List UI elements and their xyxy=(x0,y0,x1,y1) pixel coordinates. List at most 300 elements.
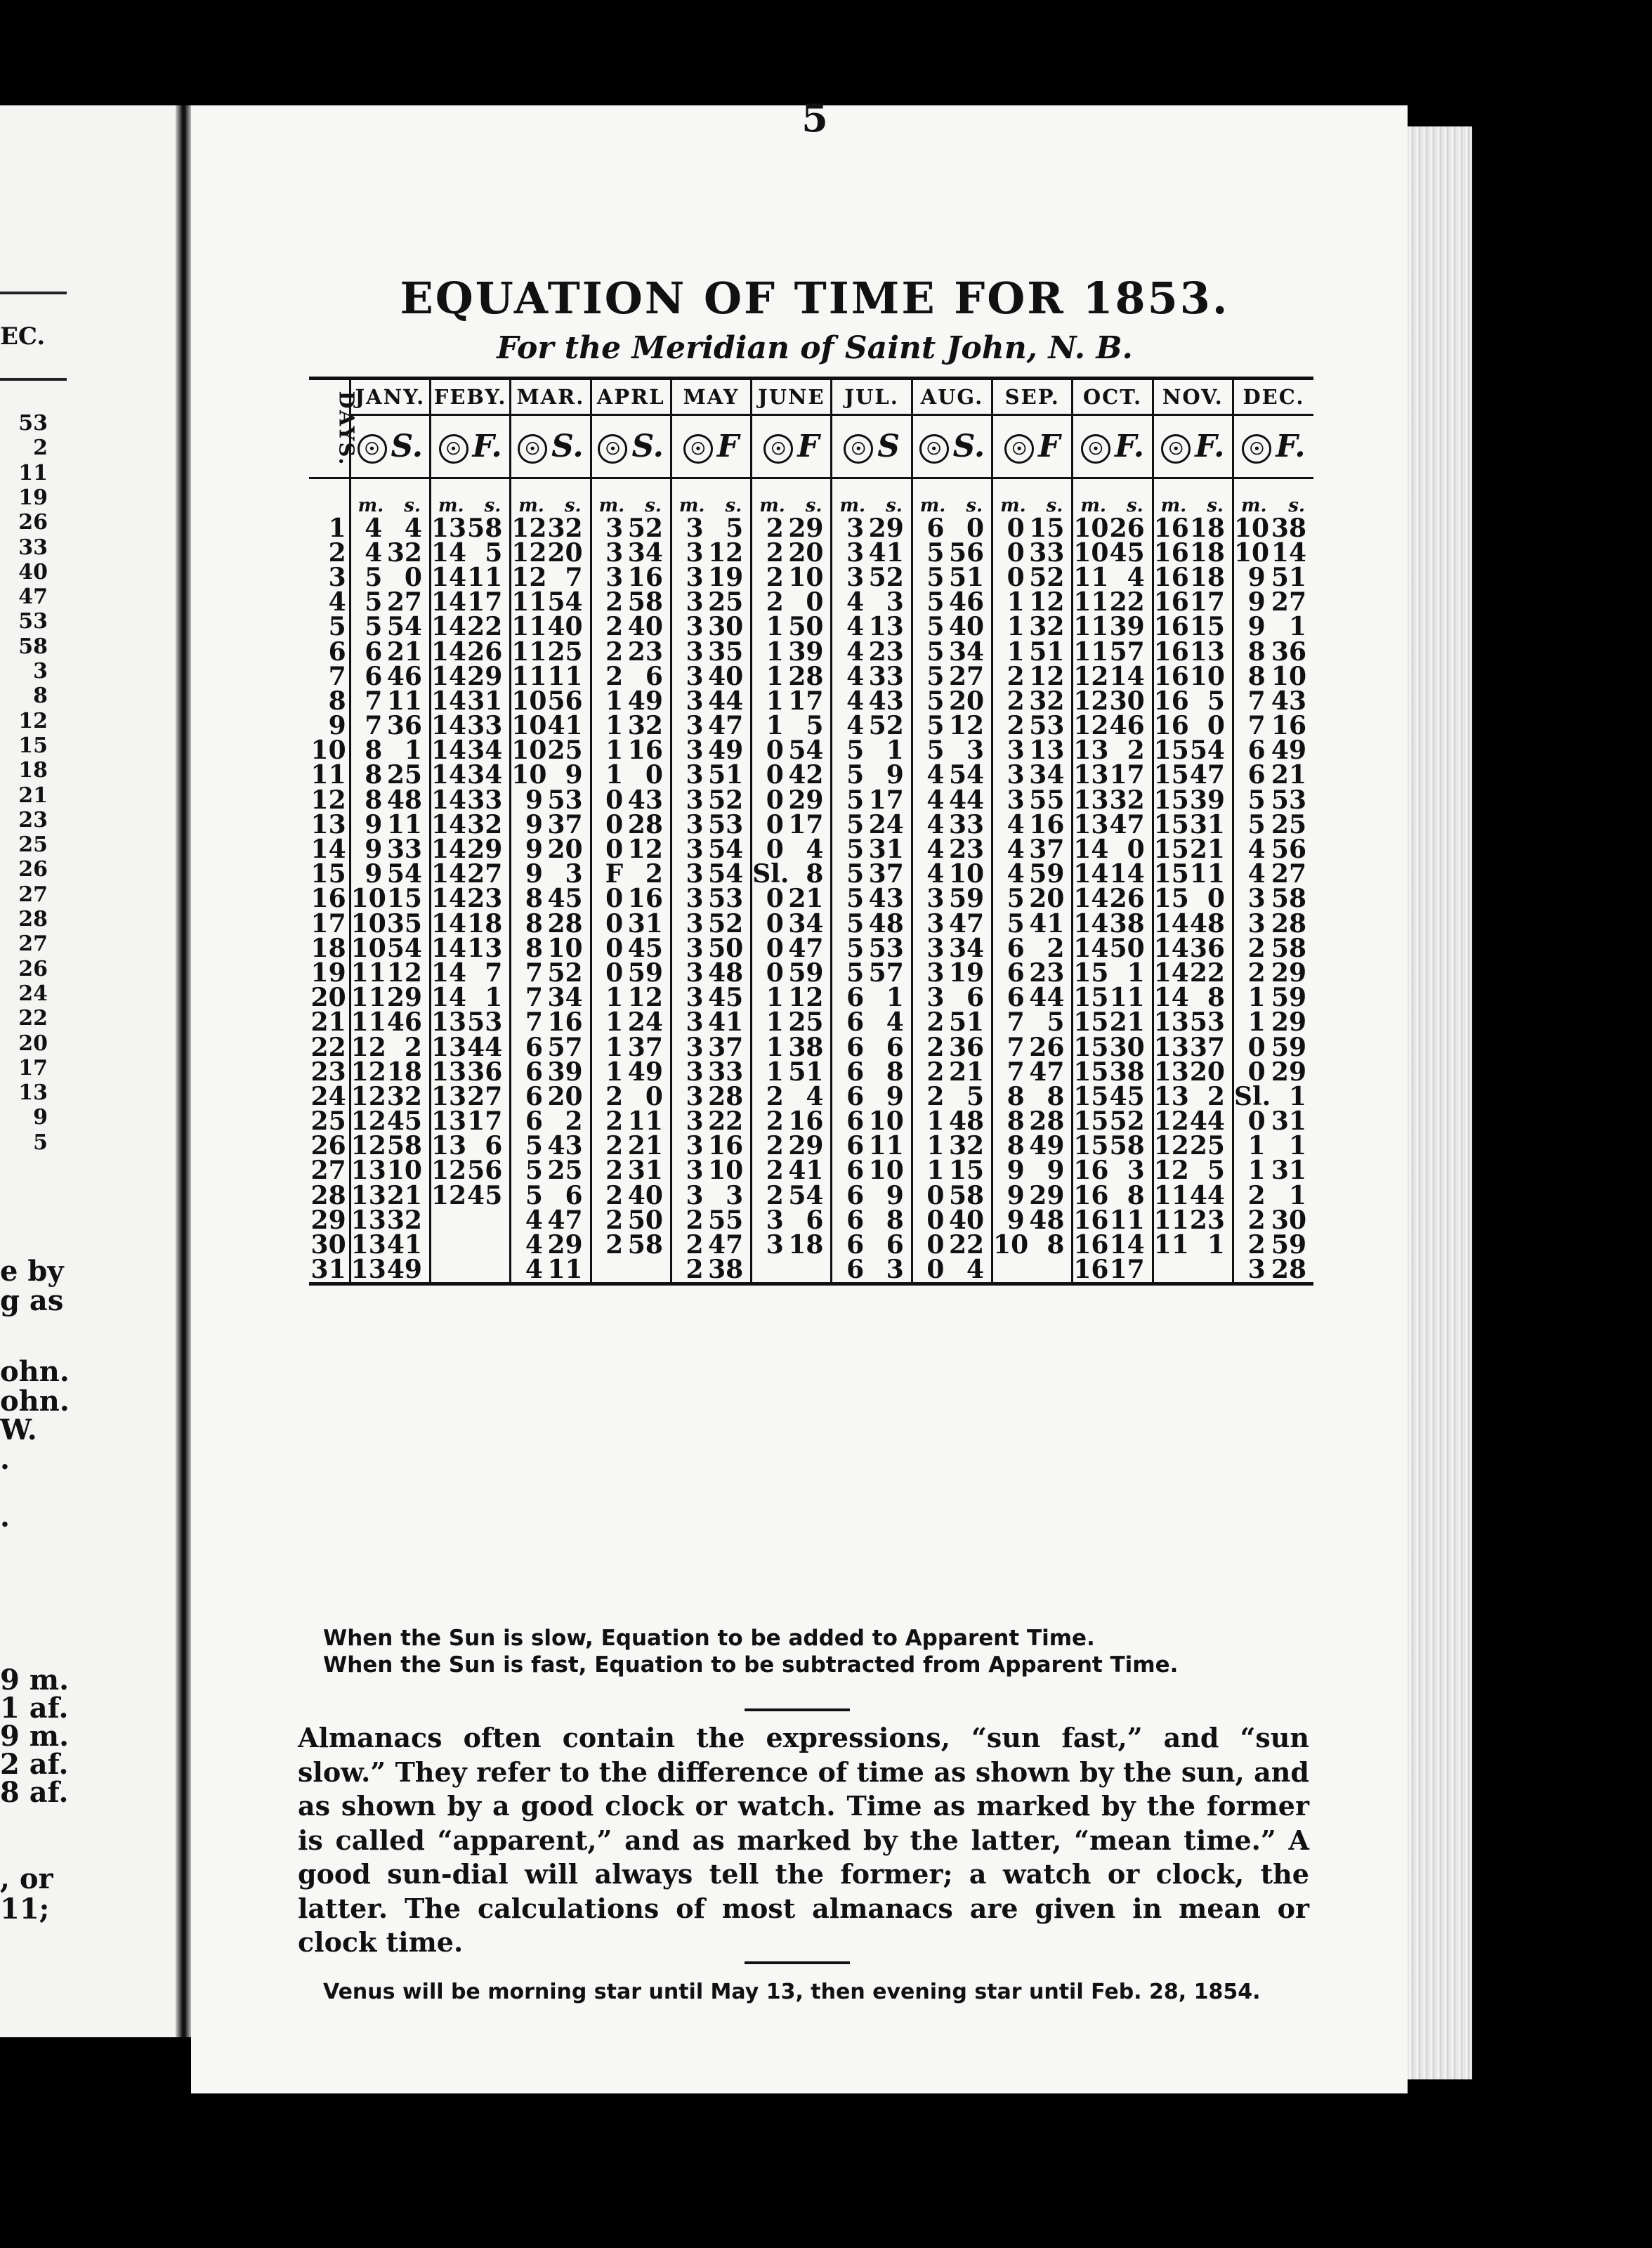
seconds-cell: 1 xyxy=(1127,958,1145,988)
seconds-cell: 28 xyxy=(1029,1106,1065,1137)
day-number: 1 xyxy=(328,513,346,543)
minutes-cell: 10 xyxy=(511,760,547,790)
minutes-cell: 2 xyxy=(912,1010,948,1035)
minutes-cell: 16 xyxy=(1153,661,1189,691)
seconds-cell: 25 xyxy=(386,760,422,790)
seconds-cell: 25 xyxy=(708,587,744,617)
minutes-cell: 0 xyxy=(591,788,627,813)
seconds-cell: 3 xyxy=(886,587,904,617)
seconds-cell: 52 xyxy=(868,711,904,741)
day-number: 22 xyxy=(310,1032,346,1062)
day-number: 28 xyxy=(310,1180,346,1210)
unit-minutes: m. xyxy=(752,478,788,516)
sun-status-label: S. xyxy=(551,429,584,464)
minutes-cell: 1 xyxy=(591,986,627,1010)
minutes-cell: 16 xyxy=(1073,1156,1109,1186)
seconds-cell: 22 xyxy=(467,612,503,642)
minutes-cell: 4 xyxy=(511,1208,547,1233)
seconds-cell: 8 xyxy=(1127,1180,1145,1210)
minutes-cell: 2 xyxy=(591,1158,627,1183)
unit-seconds: s. xyxy=(868,478,912,516)
minutes-cell: 3 xyxy=(671,862,707,887)
minutes-cell: 14 xyxy=(431,958,467,988)
book-gutter xyxy=(176,105,191,2037)
seconds-cell: 12 xyxy=(708,537,744,568)
minutes-cell: 12 xyxy=(1153,1131,1189,1161)
seconds-cell: 1 xyxy=(1207,1230,1225,1260)
seconds-cell: 56 xyxy=(1271,835,1306,865)
minutes-cell: 9 xyxy=(350,813,386,837)
minutes-cell: 5 xyxy=(832,912,868,936)
table-row xyxy=(309,961,1313,986)
seconds-cell: 2 xyxy=(404,1032,422,1062)
minutes-cell: 16 xyxy=(1153,686,1189,716)
minutes-cell: 6 xyxy=(511,1085,547,1109)
seconds-cell: 31 xyxy=(1271,1106,1306,1137)
minutes-cell: 7 xyxy=(511,1010,547,1035)
seconds-cell: 22 xyxy=(708,1106,744,1137)
seconds-cell xyxy=(467,1233,511,1257)
minutes-cell: 14 xyxy=(1073,835,1109,865)
minutes-cell: 2 xyxy=(591,665,627,689)
seconds-cell: 17 xyxy=(467,587,503,617)
sun-symbol-icon: ☉ xyxy=(598,434,627,464)
seconds-cell: 29 xyxy=(788,785,824,815)
seconds-cell: 21 xyxy=(627,1131,663,1161)
minutes-cell: 7 xyxy=(511,986,547,1010)
seconds-cell: 10 xyxy=(547,933,583,963)
seconds-cell: 21 xyxy=(1189,835,1225,865)
sun-status-label: F. xyxy=(1276,429,1306,464)
minutes-cell: 6 xyxy=(1233,763,1269,788)
seconds-cell: 45 xyxy=(386,1106,422,1137)
left-page-fragment: e by xyxy=(0,1255,64,1288)
seconds-cell: 45 xyxy=(1109,537,1145,568)
minutes-cell: 14 xyxy=(431,537,467,568)
seconds-cell: 11 xyxy=(386,809,422,839)
left-page-fragment: . xyxy=(0,1443,10,1476)
seconds-cell: 46 xyxy=(948,587,985,617)
sun-symbol-icon: ☉ xyxy=(1242,434,1271,464)
seconds-cell: 44 xyxy=(948,785,985,815)
minutes-cell: 15 xyxy=(1073,1081,1109,1111)
seconds-cell: 37 xyxy=(1029,835,1065,865)
left-page-number: 24 xyxy=(18,981,48,1006)
seconds-cell: 16 xyxy=(788,1106,824,1137)
table-row xyxy=(309,1233,1313,1257)
month-header: JANY. xyxy=(350,379,430,415)
minutes-cell: 5 xyxy=(511,1184,547,1208)
table-row xyxy=(309,1158,1313,1183)
minutes-cell: 7 xyxy=(350,714,386,738)
seconds-cell: 47 xyxy=(1029,1057,1065,1087)
left-page-fragment: . xyxy=(0,1501,10,1534)
seconds-cell: 21 xyxy=(788,884,824,914)
seconds-cell: 52 xyxy=(1029,562,1065,592)
minutes-cell: 0 xyxy=(912,1233,948,1257)
minutes-cell: 4 xyxy=(912,788,948,813)
seconds-cell: 16 xyxy=(627,884,663,914)
minutes-cell: 0 xyxy=(1233,1035,1269,1059)
seconds-cell: 34 xyxy=(627,537,663,568)
minutes-cell: 16 xyxy=(1153,711,1189,741)
minutes-cell: 14 xyxy=(431,785,467,815)
seconds-cell: 45 xyxy=(708,983,744,1013)
minutes-cell: 0 xyxy=(752,887,788,911)
minutes-cell: 12 xyxy=(350,1081,386,1111)
seconds-cell: 16 xyxy=(708,1131,744,1161)
seconds-cell: 1 xyxy=(1288,612,1306,642)
minutes-cell: Sl. xyxy=(752,859,789,889)
minutes-cell: 12 xyxy=(350,1131,386,1161)
seconds-cell: 54 xyxy=(948,760,985,790)
minutes-cell: 6 xyxy=(992,986,1029,1010)
minutes-cell: 9 xyxy=(1233,566,1269,590)
minutes-cell: 2 xyxy=(1233,1208,1269,1233)
seconds-cell: 54 xyxy=(708,835,744,865)
minutes-cell: 4 xyxy=(832,639,868,664)
table-row xyxy=(309,1085,1313,1109)
seconds-cell: 36 xyxy=(467,1057,503,1087)
minutes-cell: 10 xyxy=(511,686,547,716)
minutes-cell: 3 xyxy=(671,1010,707,1035)
minutes-cell: 12 xyxy=(1153,1106,1189,1137)
seconds-cell: 34 xyxy=(547,983,583,1013)
minutes-cell: 1 xyxy=(1233,1158,1269,1183)
seconds-cell: 1 xyxy=(404,736,422,766)
seconds-cell: 25 xyxy=(1189,1131,1225,1161)
sun-status-label: F. xyxy=(1114,429,1145,464)
minutes-cell: 13 xyxy=(1073,809,1109,839)
seconds-cell: 28 xyxy=(547,908,583,939)
minutes-cell: 5 xyxy=(511,1134,547,1158)
seconds-cell: 28 xyxy=(627,809,663,839)
minutes-cell: 14 xyxy=(1153,958,1189,988)
table-row xyxy=(309,1184,1313,1208)
seconds-cell: 35 xyxy=(386,908,422,939)
seconds-cell: 29 xyxy=(788,1131,824,1161)
seconds-cell: 21 xyxy=(386,636,422,667)
day-number: 23 xyxy=(310,1057,346,1087)
minutes-cell: 1 xyxy=(1233,1134,1269,1158)
minutes-cell: 5 xyxy=(832,936,868,961)
seconds-cell: 50 xyxy=(708,933,744,963)
minutes-cell: 14 xyxy=(431,736,467,766)
minutes-cell: 3 xyxy=(1233,887,1269,911)
seconds-cell: 12 xyxy=(1029,661,1065,691)
seconds-cell: 1 xyxy=(1288,1131,1306,1161)
seconds-cell: 59 xyxy=(1271,983,1306,1013)
month-header: MAY xyxy=(671,379,751,415)
seconds-cell: 3 xyxy=(966,736,985,766)
seconds-cell: 49 xyxy=(1271,736,1306,766)
minutes-cell: 1 xyxy=(912,1134,948,1158)
seconds-cell: 6 xyxy=(886,1032,904,1062)
minutes-cell: 3 xyxy=(671,714,707,738)
minutes-cell: 16 xyxy=(1153,636,1189,667)
seconds-cell xyxy=(467,1208,511,1233)
minutes-cell: 3 xyxy=(671,738,707,763)
minutes-cell: 5 xyxy=(832,738,868,763)
seconds-cell: 58 xyxy=(1271,884,1306,914)
minutes-cell: 3 xyxy=(752,1233,788,1257)
seconds-cell: 47 xyxy=(547,1205,583,1235)
seconds-cell: 2 xyxy=(1127,736,1145,766)
seconds-cell: 56 xyxy=(467,1156,503,1186)
minutes-cell: 2 xyxy=(1233,936,1269,961)
units-day-cell xyxy=(309,478,350,516)
seconds-cell: 31 xyxy=(868,835,904,865)
minutes-cell: 4 xyxy=(832,590,868,615)
table-row xyxy=(309,813,1313,837)
minutes-cell: 1 xyxy=(752,986,788,1010)
month-header: OCT. xyxy=(1073,379,1153,415)
minutes-cell: 1 xyxy=(591,714,627,738)
table-row xyxy=(309,763,1313,788)
unit-seconds: s. xyxy=(708,478,752,516)
minutes-cell: 4 xyxy=(511,1257,547,1284)
left-page-fragment: 1 af. xyxy=(0,1692,69,1725)
seconds-cell: 47 xyxy=(788,933,824,963)
minutes-cell: 10 xyxy=(1073,537,1109,568)
seconds-cell: 40 xyxy=(708,661,744,691)
seconds-cell: 11 xyxy=(547,661,583,691)
seconds-cell: 23 xyxy=(948,835,985,865)
seconds-cell: 11 xyxy=(627,1106,663,1137)
seconds-cell xyxy=(788,1257,832,1284)
seconds-cell: 53 xyxy=(1189,1007,1225,1038)
table-row xyxy=(309,615,1313,639)
seconds-cell: 47 xyxy=(708,711,744,741)
minutes-cell: 4 xyxy=(912,763,948,788)
seconds-cell: 33 xyxy=(1029,537,1065,568)
seconds-cell: 1 xyxy=(886,983,904,1013)
seconds-cell: 10 xyxy=(1271,661,1306,691)
seconds-cell: 0 xyxy=(645,760,663,790)
minutes-cell: 11 xyxy=(350,958,386,988)
seconds-cell: 38 xyxy=(1271,513,1306,543)
seconds-cell: 18 xyxy=(1189,513,1225,543)
minutes-cell: 1 xyxy=(912,1109,948,1134)
seconds-cell: 28 xyxy=(1271,908,1306,939)
minutes-cell: 13 xyxy=(1073,736,1109,766)
minutes-cell: 2 xyxy=(591,1109,627,1134)
seconds-cell: 11 xyxy=(1109,983,1145,1013)
seconds-cell: 21 xyxy=(1271,760,1306,790)
seconds-cell: 21 xyxy=(386,1180,422,1210)
left-page-fragment: 11; xyxy=(0,1893,50,1926)
seconds-cell: 52 xyxy=(868,562,904,592)
seconds-cell: 0 xyxy=(645,1081,663,1111)
minutes-cell xyxy=(752,1257,788,1284)
minutes-cell: 6 xyxy=(832,1060,868,1085)
minutes-cell: 10 xyxy=(511,736,547,766)
seconds-cell: 19 xyxy=(948,958,985,988)
minutes-cell: 7 xyxy=(992,1060,1029,1085)
seconds-cell: 43 xyxy=(868,884,904,914)
minutes-cell: 15 xyxy=(1073,1057,1109,1087)
seconds-cell: 39 xyxy=(547,1057,583,1087)
seconds-cell: 11 xyxy=(547,1255,583,1285)
seconds-cell xyxy=(1029,1257,1073,1284)
seconds-cell: 26 xyxy=(1029,1032,1065,1062)
seconds-cell: 26 xyxy=(1109,513,1145,543)
table-row xyxy=(309,689,1313,714)
seconds-cell: 6 xyxy=(806,1205,824,1235)
seconds-cell: 12 xyxy=(1029,587,1065,617)
minutes-cell: 13 xyxy=(431,1057,467,1087)
minutes-cell: 12 xyxy=(431,1180,467,1210)
sun-status-header xyxy=(992,415,1073,478)
seconds-cell: 49 xyxy=(708,736,744,766)
minutes-cell: 9 xyxy=(992,1208,1029,1233)
seconds-cell: 55 xyxy=(1029,785,1065,815)
seconds-cell: 23 xyxy=(1029,958,1065,988)
seconds-cell: 25 xyxy=(547,1156,583,1186)
minutes-cell: 2 xyxy=(1233,961,1269,986)
sun-status-label: F xyxy=(716,429,740,464)
sun-symbol-icon: ☉ xyxy=(919,434,949,464)
seconds-cell: 1 xyxy=(485,983,503,1013)
month-header: AUG. xyxy=(912,379,992,415)
minutes-cell: 3 xyxy=(671,541,707,566)
seconds-cell: 29 xyxy=(467,661,503,691)
seconds-cell: 12 xyxy=(788,983,824,1013)
table-row xyxy=(309,738,1313,763)
minutes-cell: 2 xyxy=(752,1134,788,1158)
minutes-cell: 2 xyxy=(591,1184,627,1208)
day-number: 29 xyxy=(310,1205,346,1235)
seconds-cell: 32 xyxy=(386,1081,422,1111)
seconds-cell: 2 xyxy=(565,1106,583,1137)
minutes-cell: 6 xyxy=(511,1060,547,1085)
left-page-fragment: 8 af. xyxy=(0,1776,69,1809)
seconds-cell: 12 xyxy=(386,958,422,988)
minutes-cell: 0 xyxy=(591,961,627,986)
minutes-cell: 7 xyxy=(1233,714,1269,738)
unit-seconds: s. xyxy=(467,478,511,516)
minutes-cell: 1 xyxy=(1233,1010,1269,1035)
minutes-cell: 6 xyxy=(832,1158,868,1183)
seconds-cell: 24 xyxy=(868,809,904,839)
minutes-cell: 8 xyxy=(350,763,386,788)
minutes-cell: 6 xyxy=(832,1010,868,1035)
minutes-cell: 2 xyxy=(752,541,788,566)
seconds-cell: 27 xyxy=(386,587,422,617)
sun-status-label: S. xyxy=(391,429,424,464)
seconds-cell: 36 xyxy=(1271,636,1306,667)
day-number: 6 xyxy=(328,636,346,667)
minutes-cell: F xyxy=(591,862,627,887)
seconds-cell: 39 xyxy=(1189,785,1225,815)
minutes-cell xyxy=(430,1257,466,1284)
minutes-cell: 15 xyxy=(1153,785,1189,815)
seconds-cell: 40 xyxy=(948,612,985,642)
seconds-cell: 47 xyxy=(948,908,985,939)
minutes-cell: 6 xyxy=(832,1085,868,1109)
minutes-cell: 13 xyxy=(431,1131,467,1161)
seconds-cell: 47 xyxy=(708,1230,744,1260)
seconds-cell: 11 xyxy=(467,562,503,592)
minutes-cell: 1 xyxy=(1233,986,1269,1010)
unit-minutes: m. xyxy=(350,478,386,516)
minutes-cell: 5 xyxy=(912,738,948,763)
seconds-cell: 29 xyxy=(868,513,904,543)
minutes-cell: 0 xyxy=(591,837,627,862)
seconds-cell: 3 xyxy=(1127,1156,1145,1186)
minutes-cell: 12 xyxy=(350,1106,386,1137)
left-page-number: 17 xyxy=(18,1055,48,1080)
seconds-cell: 55 xyxy=(708,1205,744,1235)
seconds-cell: 20 xyxy=(1029,884,1065,914)
minutes-cell: 13 xyxy=(1153,1032,1189,1062)
almanac-explanation-paragraph: Almanacs often contain the expressions, “sun fast,” and “sun slow.” They refer to the difference of time as shown by the sun, and as shown by a good clock or watch. Time as marked by the former is called “apparent,” and as marked by the latter, “mean time.” A good sun-dial will always tell the former; a watch or clock, the latter. The calculations of most almanacs are given in mean or clock time. xyxy=(298,1722,1309,1958)
minutes-cell: 5 xyxy=(832,887,868,911)
seconds-cell: 37 xyxy=(627,1032,663,1062)
seconds-cell: 33 xyxy=(708,1057,744,1087)
minutes-cell: 2 xyxy=(591,1233,627,1257)
table-row xyxy=(309,1109,1313,1134)
minutes-cell: 3 xyxy=(671,788,707,813)
seconds-cell: 13 xyxy=(868,612,904,642)
minutes-cell: 5 xyxy=(350,615,386,639)
unit-seconds: s. xyxy=(1109,478,1153,516)
sun-symbol-icon: ☉ xyxy=(844,434,873,464)
minutes-cell: 3 xyxy=(671,566,707,590)
left-page-number: 8 xyxy=(33,684,48,709)
seconds-cell: 58 xyxy=(467,513,503,543)
minutes-cell: 6 xyxy=(832,1184,868,1208)
seconds-cell: 30 xyxy=(1109,686,1145,716)
seconds-cell: 51 xyxy=(948,1007,985,1038)
seconds-cell: 38 xyxy=(788,1032,824,1062)
minutes-cell: 3 xyxy=(992,788,1029,813)
seconds-cell: 32 xyxy=(948,1131,985,1161)
minutes-cell: 0 xyxy=(752,763,788,788)
sun-symbol-icon: ☉ xyxy=(1081,434,1110,464)
page-title: EQUATION OF TIME FOR 1853. xyxy=(400,273,1230,324)
month-header: JUNE xyxy=(752,379,832,415)
seconds-cell: 32 xyxy=(1109,785,1145,815)
minutes-cell: 1 xyxy=(591,1010,627,1035)
minutes-cell: 14 xyxy=(431,859,467,889)
day-number: 19 xyxy=(310,958,346,988)
equation-of-time-table xyxy=(309,377,1313,1288)
seconds-cell: 54 xyxy=(788,1180,824,1210)
days-column-header xyxy=(309,379,359,478)
day-number: 18 xyxy=(310,933,346,963)
minutes-cell: 11 xyxy=(1073,636,1109,667)
seconds-cell: 5 xyxy=(1207,1156,1225,1186)
left-page-number: 53 xyxy=(18,411,48,436)
minutes-cell: 5 xyxy=(912,566,948,590)
seconds-cell: 9 xyxy=(886,760,904,790)
minutes-cell: 10 xyxy=(350,884,386,914)
sun-symbol-icon: ☉ xyxy=(518,434,547,464)
minutes-cell: 11 xyxy=(1073,587,1109,617)
minutes-cell: 13 xyxy=(1153,1057,1189,1087)
seconds-cell: 37 xyxy=(868,859,904,889)
minutes-cell: 7 xyxy=(992,1010,1029,1035)
seconds-cell: 50 xyxy=(1109,933,1145,963)
seconds-cell: 10 xyxy=(868,1106,904,1137)
sun-status-label: F. xyxy=(1195,429,1225,464)
seconds-cell: 56 xyxy=(948,537,985,568)
day-number: 21 xyxy=(310,1007,346,1038)
minutes-cell: 6 xyxy=(832,1257,868,1284)
minutes-cell: 13 xyxy=(350,1230,386,1260)
minutes-cell: 0 xyxy=(912,1184,948,1208)
